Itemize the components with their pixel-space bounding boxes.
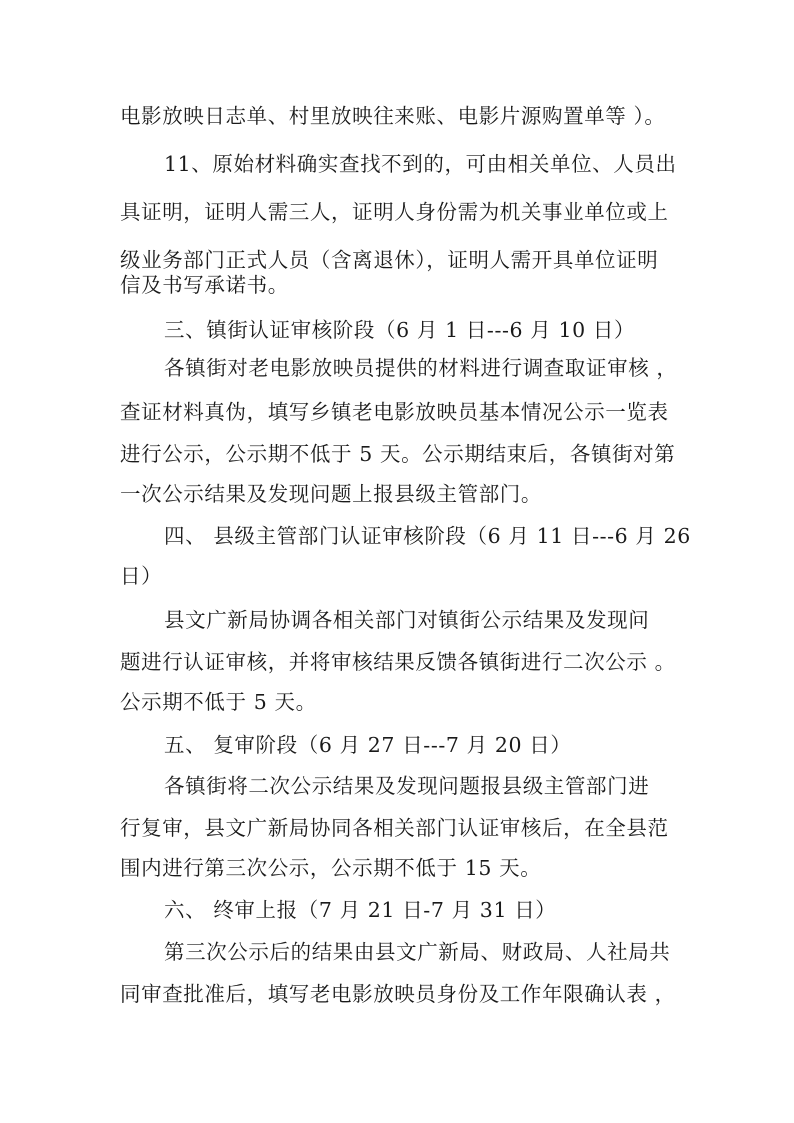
section-heading: 五、 复审阶段（6 月 27 日---7 月 20 日） bbox=[164, 733, 572, 757]
text-line: 第三次公示后的结果由县文广新局、财政局、人社局共 bbox=[164, 940, 671, 964]
section-heading: 三、镇街认证审核阶段（6 月 1 日---6 月 10 日） bbox=[164, 318, 636, 342]
text-line: 一次公示结果及发现问题上报县级主管部门。 bbox=[120, 482, 542, 506]
text-line: 各镇街对老电影放映员提供的材料进行调查取证审核 ， bbox=[164, 356, 678, 380]
text-line: 查证材料真伪，填写乡镇老电影放映员基本情况公示一览表 bbox=[120, 400, 669, 424]
text-line: 公示期不低于 5 天。 bbox=[120, 690, 317, 714]
text-line: 同审查批准后，填写老电影放映员身份及工作年限确认表 ， bbox=[120, 982, 676, 1006]
section-heading: 四、 县级主管部门认证审核阶段（6 月 11 日---6 月 26 bbox=[164, 524, 691, 548]
text-line: 日） bbox=[120, 564, 163, 588]
text-line: 信及书写承诺书。 bbox=[120, 273, 289, 297]
text-line: 县文广新局协调各相关部门对镇街公示结果及发现问 bbox=[164, 608, 650, 632]
text-line: 行复审，县文广新局协同各相关部门认证审核后，在全县范 bbox=[120, 816, 669, 840]
text-line: 各镇街将二次公示结果及发现问题报县级主管部门进 bbox=[164, 774, 650, 798]
section-heading: 六、 终审上报（7 月 21 日-7 月 31 日） bbox=[164, 898, 557, 922]
text-line: 围内进行第三次公示，公示期不低于 15 天。 bbox=[120, 856, 542, 880]
text-line: 具证明，证明人需三人，证明人身份需为机关事业单位或上 bbox=[120, 200, 669, 224]
text-line: 进行公示，公示期不低于 5 天。公示期结束后，各镇街对第 bbox=[120, 442, 676, 466]
text-line: 电影放映日志单、村里放映往来账、电影片源购置单等 ）。 bbox=[120, 104, 666, 128]
text-line: 题进行认证审核，并将审核结果反馈各镇街进行二次公示 。 bbox=[120, 650, 676, 674]
text-line: 11、原始材料确实查找不到的，可由相关单位、人员出 bbox=[164, 152, 677, 176]
text-line: 级业务部门正式人员（含离退休），证明人需开具单位证明 bbox=[120, 248, 659, 272]
